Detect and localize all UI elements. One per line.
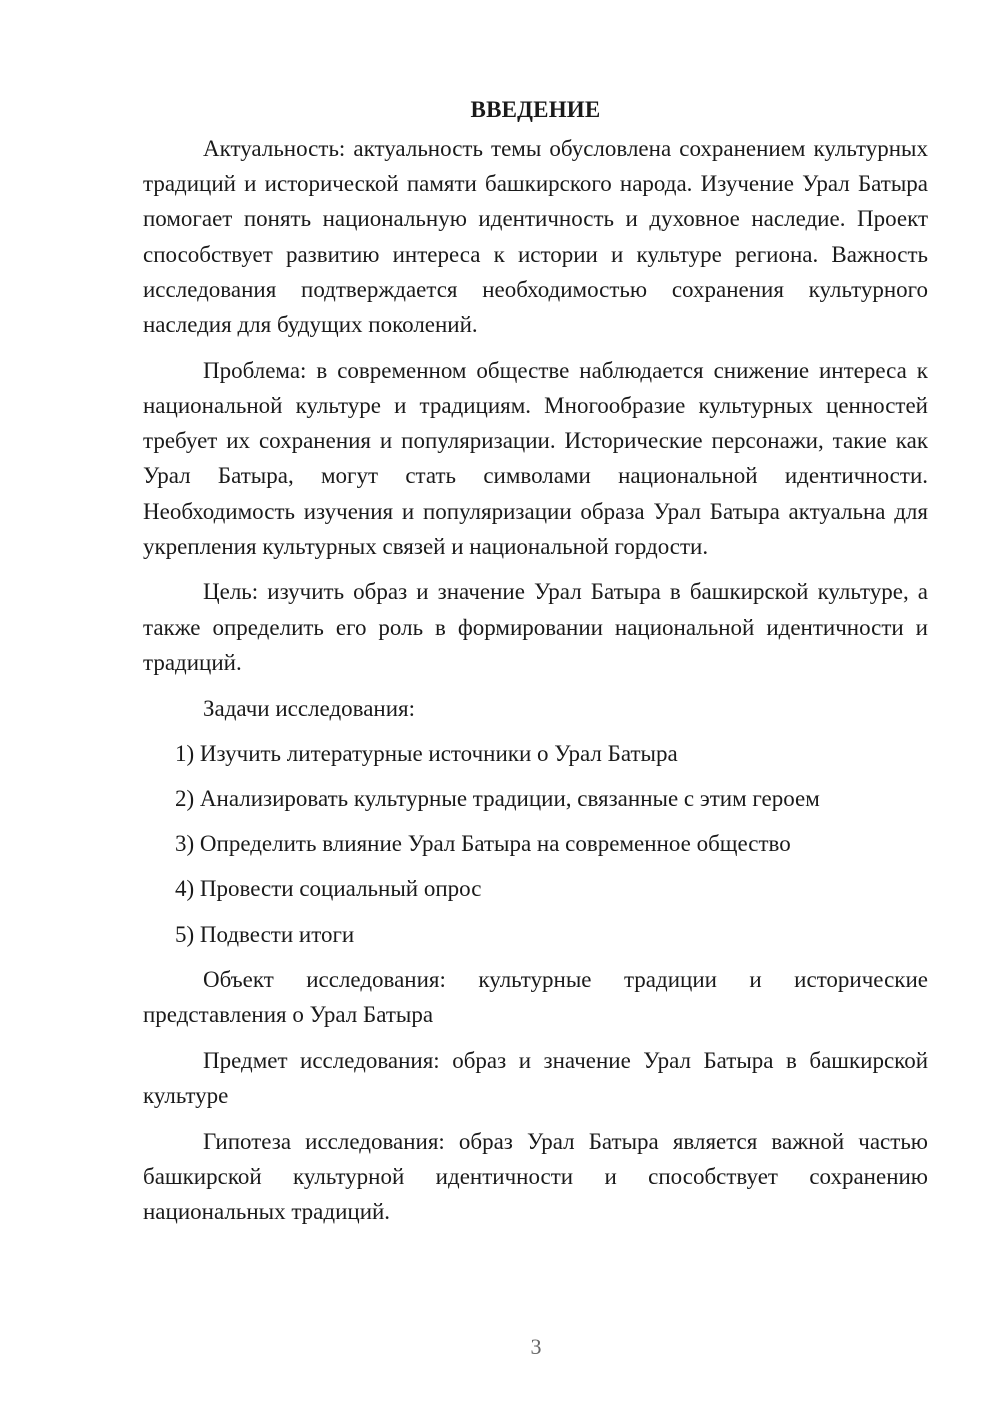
page-number: 3 xyxy=(530,1334,542,1359)
tasks-heading: Задачи исследования: xyxy=(203,695,416,721)
object-paragraph: Объект исследования: культурные традиции и исторические представления о Урал Батыра xyxy=(143,966,928,1027)
subject-paragraph: Предмет исследования: образ и значение Урал Батыра в башкирской культуре xyxy=(143,1047,928,1108)
task-list xyxy=(143,736,928,952)
relevance-paragraph: Актуальность: актуальность темы обусловлена сохранением культурных традиций и исторической памяти башкирского народа. Изучение Урал Батыра помогает понять национальную идентичность и духовное наследие. Проект способствует развитию интереса к истории и культуре региона. Важность исследования подтверждается необходимостью сохранения культурного наследия для будущих поколений. xyxy=(143,136,928,338)
document-page xyxy=(143,92,928,1240)
task-item-1: 1) Изучить литературные источники о Урал Батыра xyxy=(175,740,678,766)
section-title: ВВЕДЕНИЕ xyxy=(470,97,601,122)
task-item-4: 4) Провести социальный опрос xyxy=(175,876,482,902)
problem-paragraph: Проблема: в современном обществе наблюдается снижение интереса к национальной культуре и традициям. Многообразие культурных ценностей требует их сохранения и популяризации. Исторические персонажи, такие как Урал Батыра, могут стать символами национальной идентичности. Необходимость изучения и популяризации образа Урал Батыра актуальна для укрепления культурных связей и национальной гордости. xyxy=(143,357,928,559)
task-item-3: 3) Определить влияние Урал Батыра на современное общество xyxy=(175,831,791,857)
hypothesis-paragraph: Гипотеза исследования: образ Урал Батыра является важной частью башкирской культурной идентичности и способствует сохранению национальных традиций. xyxy=(143,1128,928,1224)
task-item-5: 5) Подвести итоги xyxy=(175,921,355,947)
task-item-2: 2) Анализировать культурные традиции, связанные с этим героем xyxy=(175,785,820,811)
goal-paragraph: Цель: изучить образ и значение Урал Батыра в башкирской культуре, а также определить его роль в формировании национальной идентичности и традиций. xyxy=(143,579,928,675)
